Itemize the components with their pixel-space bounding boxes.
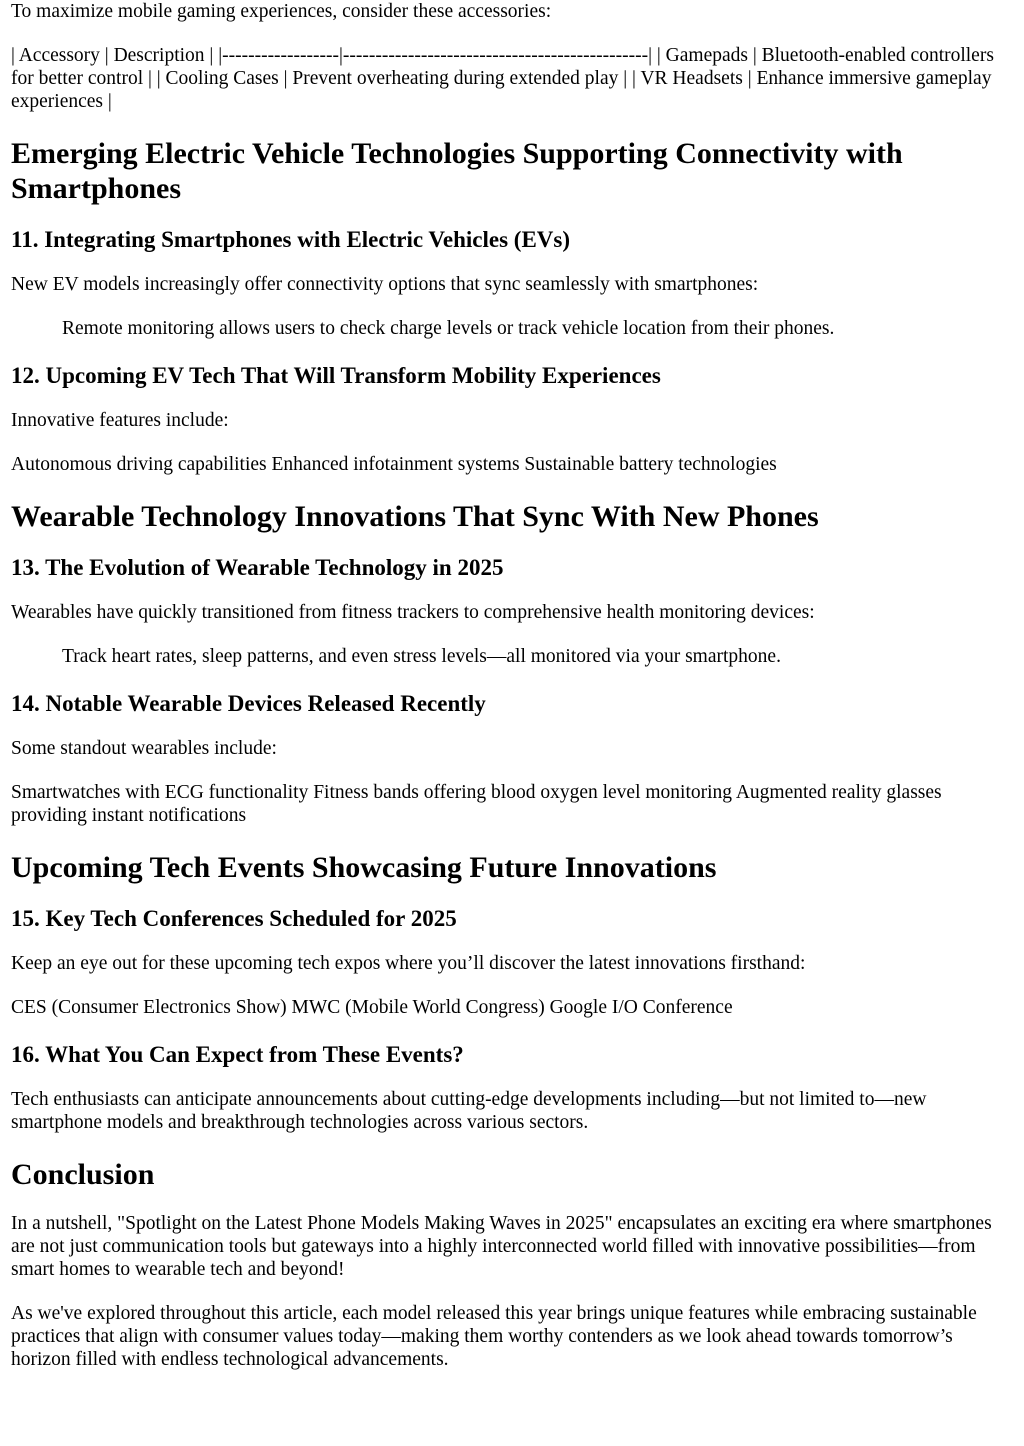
conclusion-heading: Conclusion bbox=[11, 1158, 155, 1191]
section-11-paragraph: New EV models increasingly offer connectivity options that sync seamlessly with smartphones: bbox=[11, 274, 759, 295]
events-section-heading: Upcoming Tech Events Showcasing Future Innovations bbox=[11, 851, 717, 884]
accessories-table-text: | Accessory | Description | |------------------|-----------------------------------------------| | Gamepads | Bluetooth-enabled controllers for better control | | Cooling Cases | Prevent overheating during extended play | | VR Headsets | Enhance immersive gameplay experiences | bbox=[11, 45, 994, 112]
section-15-title: 15. Key Tech Conferences Scheduled for 2025 bbox=[11, 906, 457, 931]
section-11-quote: Remote monitoring allows users to check charge levels or track vehicle location from their phones. bbox=[62, 318, 835, 339]
section-15-list: CES (Consumer Electronics Show) MWC (Mobile World Congress) Google I/O Conference bbox=[11, 997, 733, 1018]
section-14-list: Smartwatches with ECG functionality Fitness bands offering blood oxygen level monitoring Augmented reality glasses providing instant notifications bbox=[11, 782, 942, 826]
section-12-list: Autonomous driving capabilities Enhanced infotainment systems Sustainable battery technologies bbox=[11, 454, 777, 475]
conclusion-paragraph-1: In a nutshell, "Spotlight on the Latest Phone Models Making Waves in 2025" encapsulates an exciting era where smartphones are not just communication tools but gateways into a highly interconnected world filled with innovative possibilities—from smart homes to wearable tech and beyond! bbox=[11, 1213, 992, 1280]
section-16-title: 16. What You Can Expect from These Events? bbox=[11, 1042, 464, 1067]
section-14-paragraph: Some standout wearables include: bbox=[11, 738, 277, 759]
ev-section-heading: Emerging Electric Vehicle Technologies Supporting Connectivity with Smartphones bbox=[11, 137, 903, 205]
section-13-paragraph: Wearables have quickly transitioned from fitness trackers to comprehensive health monitoring devices: bbox=[11, 602, 815, 623]
intro-paragraph: To maximize mobile gaming experiences, consider these accessories: bbox=[11, 1, 552, 22]
conclusion-paragraph-2: As we've explored throughout this article, each model released this year brings unique features while embracing sustainable practices that align with consumer values today—making them worthy contenders as we look ahead towards tomorrow’s horizon filled with endless technological advancements. bbox=[11, 1303, 977, 1370]
section-13-title: 13. The Evolution of Wearable Technology in 2025 bbox=[11, 555, 504, 580]
article bbox=[11, 0, 1013, 1371]
section-16-paragraph: Tech enthusiasts can anticipate announcements about cutting-edge developments including—but not limited to—new smartphone models and breakthrough technologies across various sectors. bbox=[11, 1089, 927, 1133]
wearable-section-heading: Wearable Technology Innovations That Sync With New Phones bbox=[11, 500, 819, 533]
section-12-paragraph: Innovative features include: bbox=[11, 410, 229, 431]
section-11-title: 11. Integrating Smartphones with Electric Vehicles (EVs) bbox=[11, 227, 571, 252]
section-15-paragraph: Keep an eye out for these upcoming tech expos where you’ll discover the latest innovations firsthand: bbox=[11, 953, 806, 974]
section-13-quote: Track heart rates, sleep patterns, and even stress levels—all monitored via your smartphone. bbox=[62, 646, 781, 667]
section-12-title: 12. Upcoming EV Tech That Will Transform Mobility Experiences bbox=[11, 363, 661, 388]
section-14-title: 14. Notable Wearable Devices Released Recently bbox=[11, 691, 486, 716]
